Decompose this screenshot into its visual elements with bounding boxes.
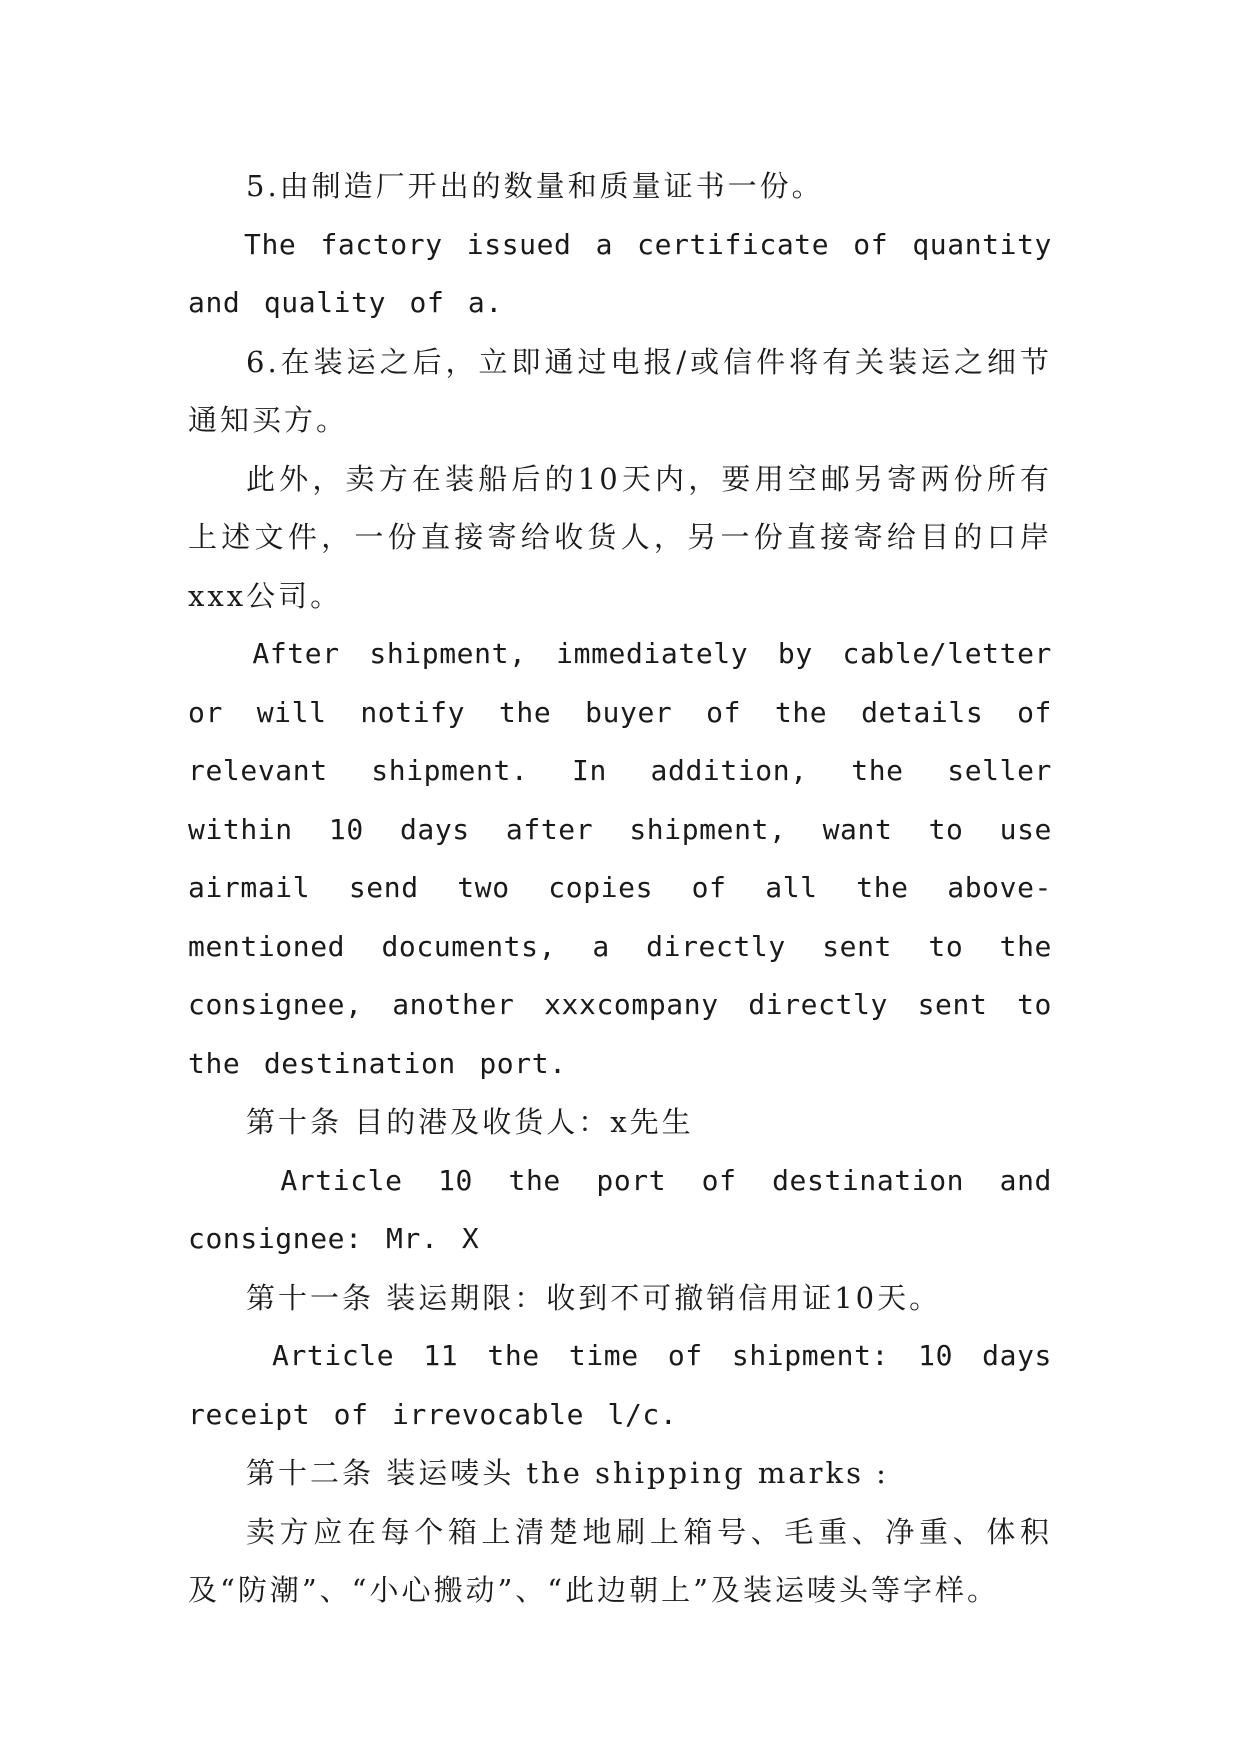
article-11-heading-zh: 第十一条 装运期限：收到不可撤销信用证10天。 <box>246 1280 942 1315</box>
paragraph-airmail-documents-zh: 此外，卖方在装船后的10天内，要用空邮另寄两份所有上述文件，一份直接寄给收货人，另一份直接寄给目的口岸xxx公司。 <box>188 461 1052 613</box>
article-11-en: Article 11 the time of shipment: 10 days receipt of irrevocable l/c. <box>188 1339 1052 1431</box>
article-12-heading: 第十二条 装运唛头 the shipping marks : <box>246 1456 889 1490</box>
paragraph-certificate-en: The factory issued a certificate of quantity and quality of a. <box>188 227 1052 319</box>
article-12-body-zh: 卖方应在每个箱上清楚地刷上箱号、毛重、净重、体积及“防潮”、“小心搬动”、“此边朝上”及装运唛头等字样。 <box>188 1514 1052 1607</box>
paragraph-certificate-zh: 5.由制造厂开出的数量和质量证书一份。 <box>246 169 824 203</box>
paragraph-shipment-notice-en: After shipment, immediately by cable/letter or will notify the buyer of the details of relevant shipment. In addition, the seller within 10 days after shipment, want to use airmail send two copies of all the above-mentioned documents, a directly sent to the consignee, another xxxcompany directly sent to the destination port. <box>188 637 1052 1080</box>
paragraph-shipment-notice-zh: 6.在装运之后，立即通过电报/或信件将有关装运之细节通知买方。 <box>188 344 1052 437</box>
document-body <box>188 157 1052 1620</box>
article-10-heading-zh: 第十条 目的港及收货人：x先生 <box>246 1105 694 1139</box>
article-10-en: Article 10 the port of destination and consignee: Mr. X <box>188 1163 1052 1255</box>
